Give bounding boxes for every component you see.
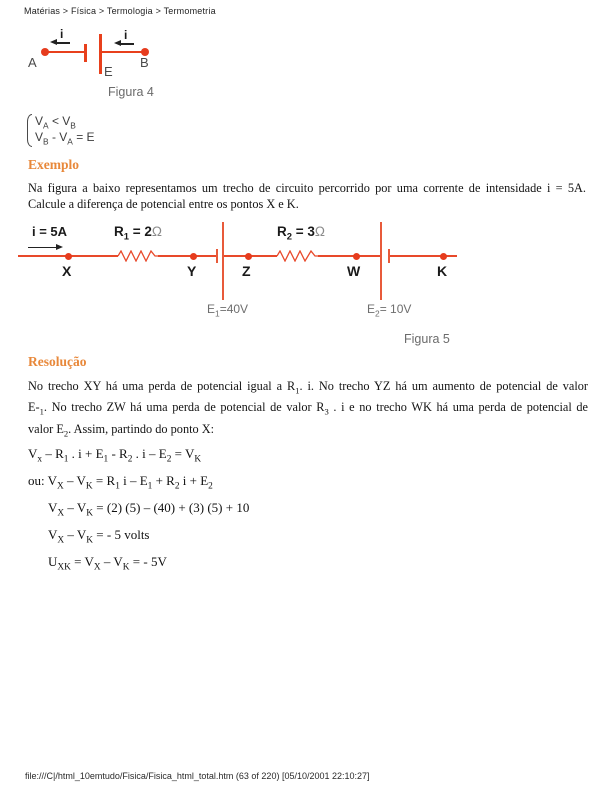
node-y-label: Y [187,263,197,279]
fig4-battery-short-plate [84,44,87,62]
fig4-node-a-label: A [28,55,37,70]
fig5-caption: Figura 5 [404,332,450,346]
r1-value: $R_1 = 2$ [114,224,152,243]
footer-file-path: file:///C|/html_10emtudo/Fisica/Fisica_html_total.htm (63 of 220) [05/10/2001 22:10:27] [25,771,370,781]
solution-paragraph-line: valor $E_2$. Assim, partindo do ponto X: [28,421,215,439]
node-w-dot [353,253,360,260]
node-y-dot [190,253,197,260]
emf1-label: $E_1=40V$ [207,302,249,319]
resistor-r2-zigzag [277,250,318,262]
solution-paragraph-line: $E-_1$. No trecho ZW há uma perda de potencial de valor $R_3$ . i e no trecho WK há uma perda de potencial de [28,400,588,417]
solution-heading: Resolução [28,354,87,369]
resistor-r1-zigzag [118,250,158,262]
battery2-short-plate [388,249,390,263]
solution-equations [28,446,249,581]
r2-value: $R_2 = 3$ [277,224,315,243]
node-x-dot [65,253,72,260]
system-line-1: $V_A < V_B$ [35,114,76,131]
fig4-wire-right [101,51,146,53]
equation-line: $V_X - V_K = (2)$ (5) – (40) + (3) (5) + 10 [48,500,250,519]
fig4-current-label-left: i [60,27,64,41]
node-x-label: X [62,263,72,279]
fig5-current-label: i = 5A [32,224,68,239]
fig5-current-arrowhead [56,244,63,250]
fig5-wire-segment [318,255,380,257]
emf2-label: $E_2= 10V$ [367,302,412,319]
fig4-current-arrow-right [120,43,134,45]
resistor-r1-label [114,224,162,243]
fig4-current-arrow-left [56,42,70,44]
battery1-tall-plate [222,222,224,300]
example-heading: Exemplo [28,157,80,172]
breadcrumb: Matérias > Física > Termologia > Termometria [24,6,216,16]
equation-line: $U_{XK} = V_X - V_K$ = - 5V [48,554,167,573]
fig4-battery-tall-plate [99,34,102,74]
fig4-wire-left [45,51,86,53]
fig4-caption: Figura 4 [108,85,154,99]
fig5-wire-segment [389,255,457,257]
omega-symbol: Ω [151,224,162,239]
fig5-wire-segment [158,255,216,257]
node-k-label: K [437,263,448,279]
fig4-node-b-label: B [140,55,149,70]
node-z-label: Z [242,263,251,279]
solution-paragraph [28,378,588,442]
system-line-2: $V_B - V_A = E$ [35,130,95,147]
battery2-tall-plate [380,222,382,300]
equation-line: $V_x - R_1$ . $i + E_1 - R_2$ . $i - E_2 = V_K$ [28,446,202,465]
equation-line: $V_X - V_K$ = - 5 volts [48,527,150,546]
equation-line: ou: $V_X - V_K = R_1$ $i - E_1 + R_2$ $i + E_2$ [28,473,213,492]
fig4-current-label-right: i [124,28,128,42]
example-paragraph-line: Na figura a baixo representamos um trecho de circuito percorrido por uma corrente de intensidade i = 5A. [28,181,586,195]
resistor-r2-label [277,224,325,243]
fig4-emf-label: E [104,64,113,79]
node-k-dot [440,253,447,260]
solution-paragraph-line: No trecho XY há uma perda de potencial igual a $R_1$. i. No trecho YZ há um aumento de potencial de valor [28,379,588,396]
battery1-short-plate [216,249,218,263]
example-paragraph-line: Calcule a diferença de potencial entre os pontos X e K. [28,196,299,211]
system-brace [27,114,32,147]
node-z-dot [245,253,252,260]
omega-symbol: Ω [314,224,325,239]
node-w-label: W [347,263,361,279]
fig5-current-arrow [28,247,56,249]
example-paragraph [28,181,586,212]
fig4-node-a-dot [41,48,49,56]
